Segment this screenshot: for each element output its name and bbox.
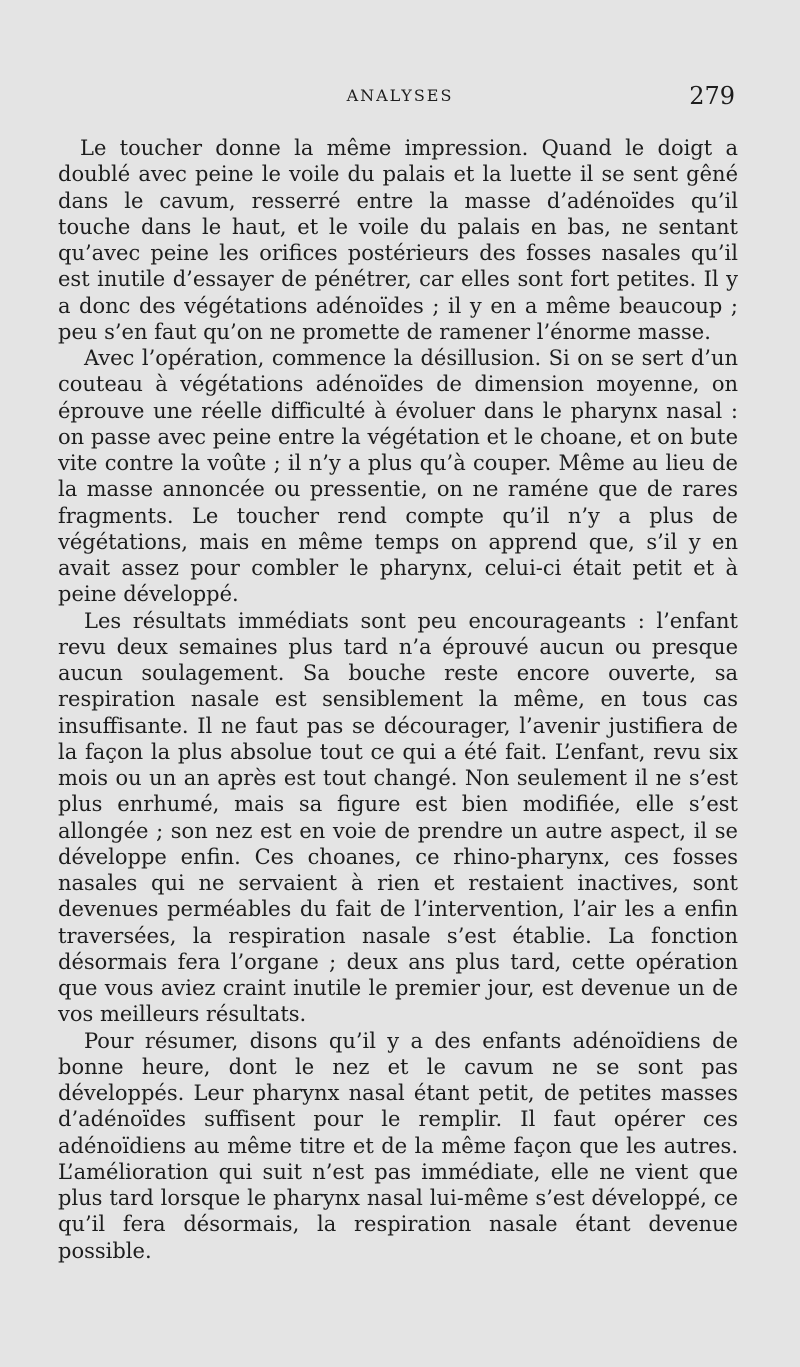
paragraph-1: Le toucher donne la même impression. Quand le doigt a doublé avec peine le voile du palais et la luette il se sent gêné dans le cavum, resserré entre la masse d’adénoïdes qu’il touche dans le haut, et le voile du palais en bas, ne sentant qu’avec peine les orifices postérieurs des fosses nasales qu’il est inutile d’essayer de pénétrer, car elles sont fort petites. Il y a donc des végétations adénoïdes ; il y en a même beaucoup ; peu s’en faut qu’on ne promette de ramener l’énorme masse. [58, 136, 738, 344]
page-header [60, 82, 740, 116]
running-head: ANALYSES [346, 86, 454, 105]
page-number: 279 [689, 82, 735, 110]
paragraph-4: Pour résumer, disons qu’il y a des enfants adénoïdiens de bonne heure, dont le nez et le cavum ne se sont pas développés. Leur pharynx nasal étant petit, de petites masses d’adénoïdes suffisent pour le remplir. Il faut opérer ces adénoïdiens au même titre et de la même façon que les autres. L’amélioration qui suit n’est pas immédiate, elle ne vient que plus tard lorsque le pharynx nasal lui-même s’est développé, ce qu’il fera désormais, la respiration nasale étant devenue possible. [58, 1028, 738, 1263]
paragraph-2: Avec l’opération, commence la désillusion. Si on se sert d’un couteau à végétations adénoïdes de dimension moyenne, on éprouve une réelle difficulté à évoluer dans le pharynx nasal : on passe avec peine entre la végétation et le choane, et on bute vite contre la voûte ; il n’y a plus qu’à couper. Même au lieu de la masse annoncée ou pressentie, on ne raméne que de rares fragments. Le toucher rend compte qu’il n’y a plus de végétations, mais en même temps on apprend que, s’il y en avait assez pour combler le pharynx, celui-ci était petit et à peine développé. [58, 346, 738, 607]
paragraph-3: Les résultats immédiats sont peu encourageants : l’enfant revu deux semaines plus tard n’a éprouvé aucun ou presque aucun soulagement. Sa bouche reste encore ouverte, sa respiration nasale est sensiblement la même, en tous cas insuffisante. Il ne faut pas se décourager, l’avenir justifiera de la façon la plus absolue tout ce qui a été fait. L’enfant, revu six mois ou un an après est tout changé. Non seulement il ne s’est plus enrhumé, mais sa figure est bien modifiée, elle s’est allongée ; son nez est en voie de prendre un autre aspect, il se développe enfin. Ces choanes, ce rhino-pharynx, ces fosses nasales qui ne servaient à rien et restaient inactives, sont devenues perméables du fait de l’intervention, l’air les a enfin traversées, la respiration nasale s’est établie. La fonction désormais fera l’organe ; deux ans plus tard, cette opération que vous aviez craint inutile le premier jour, est devenue un de vos meilleurs résultats. [58, 608, 738, 1027]
body-text [58, 135, 738, 1264]
